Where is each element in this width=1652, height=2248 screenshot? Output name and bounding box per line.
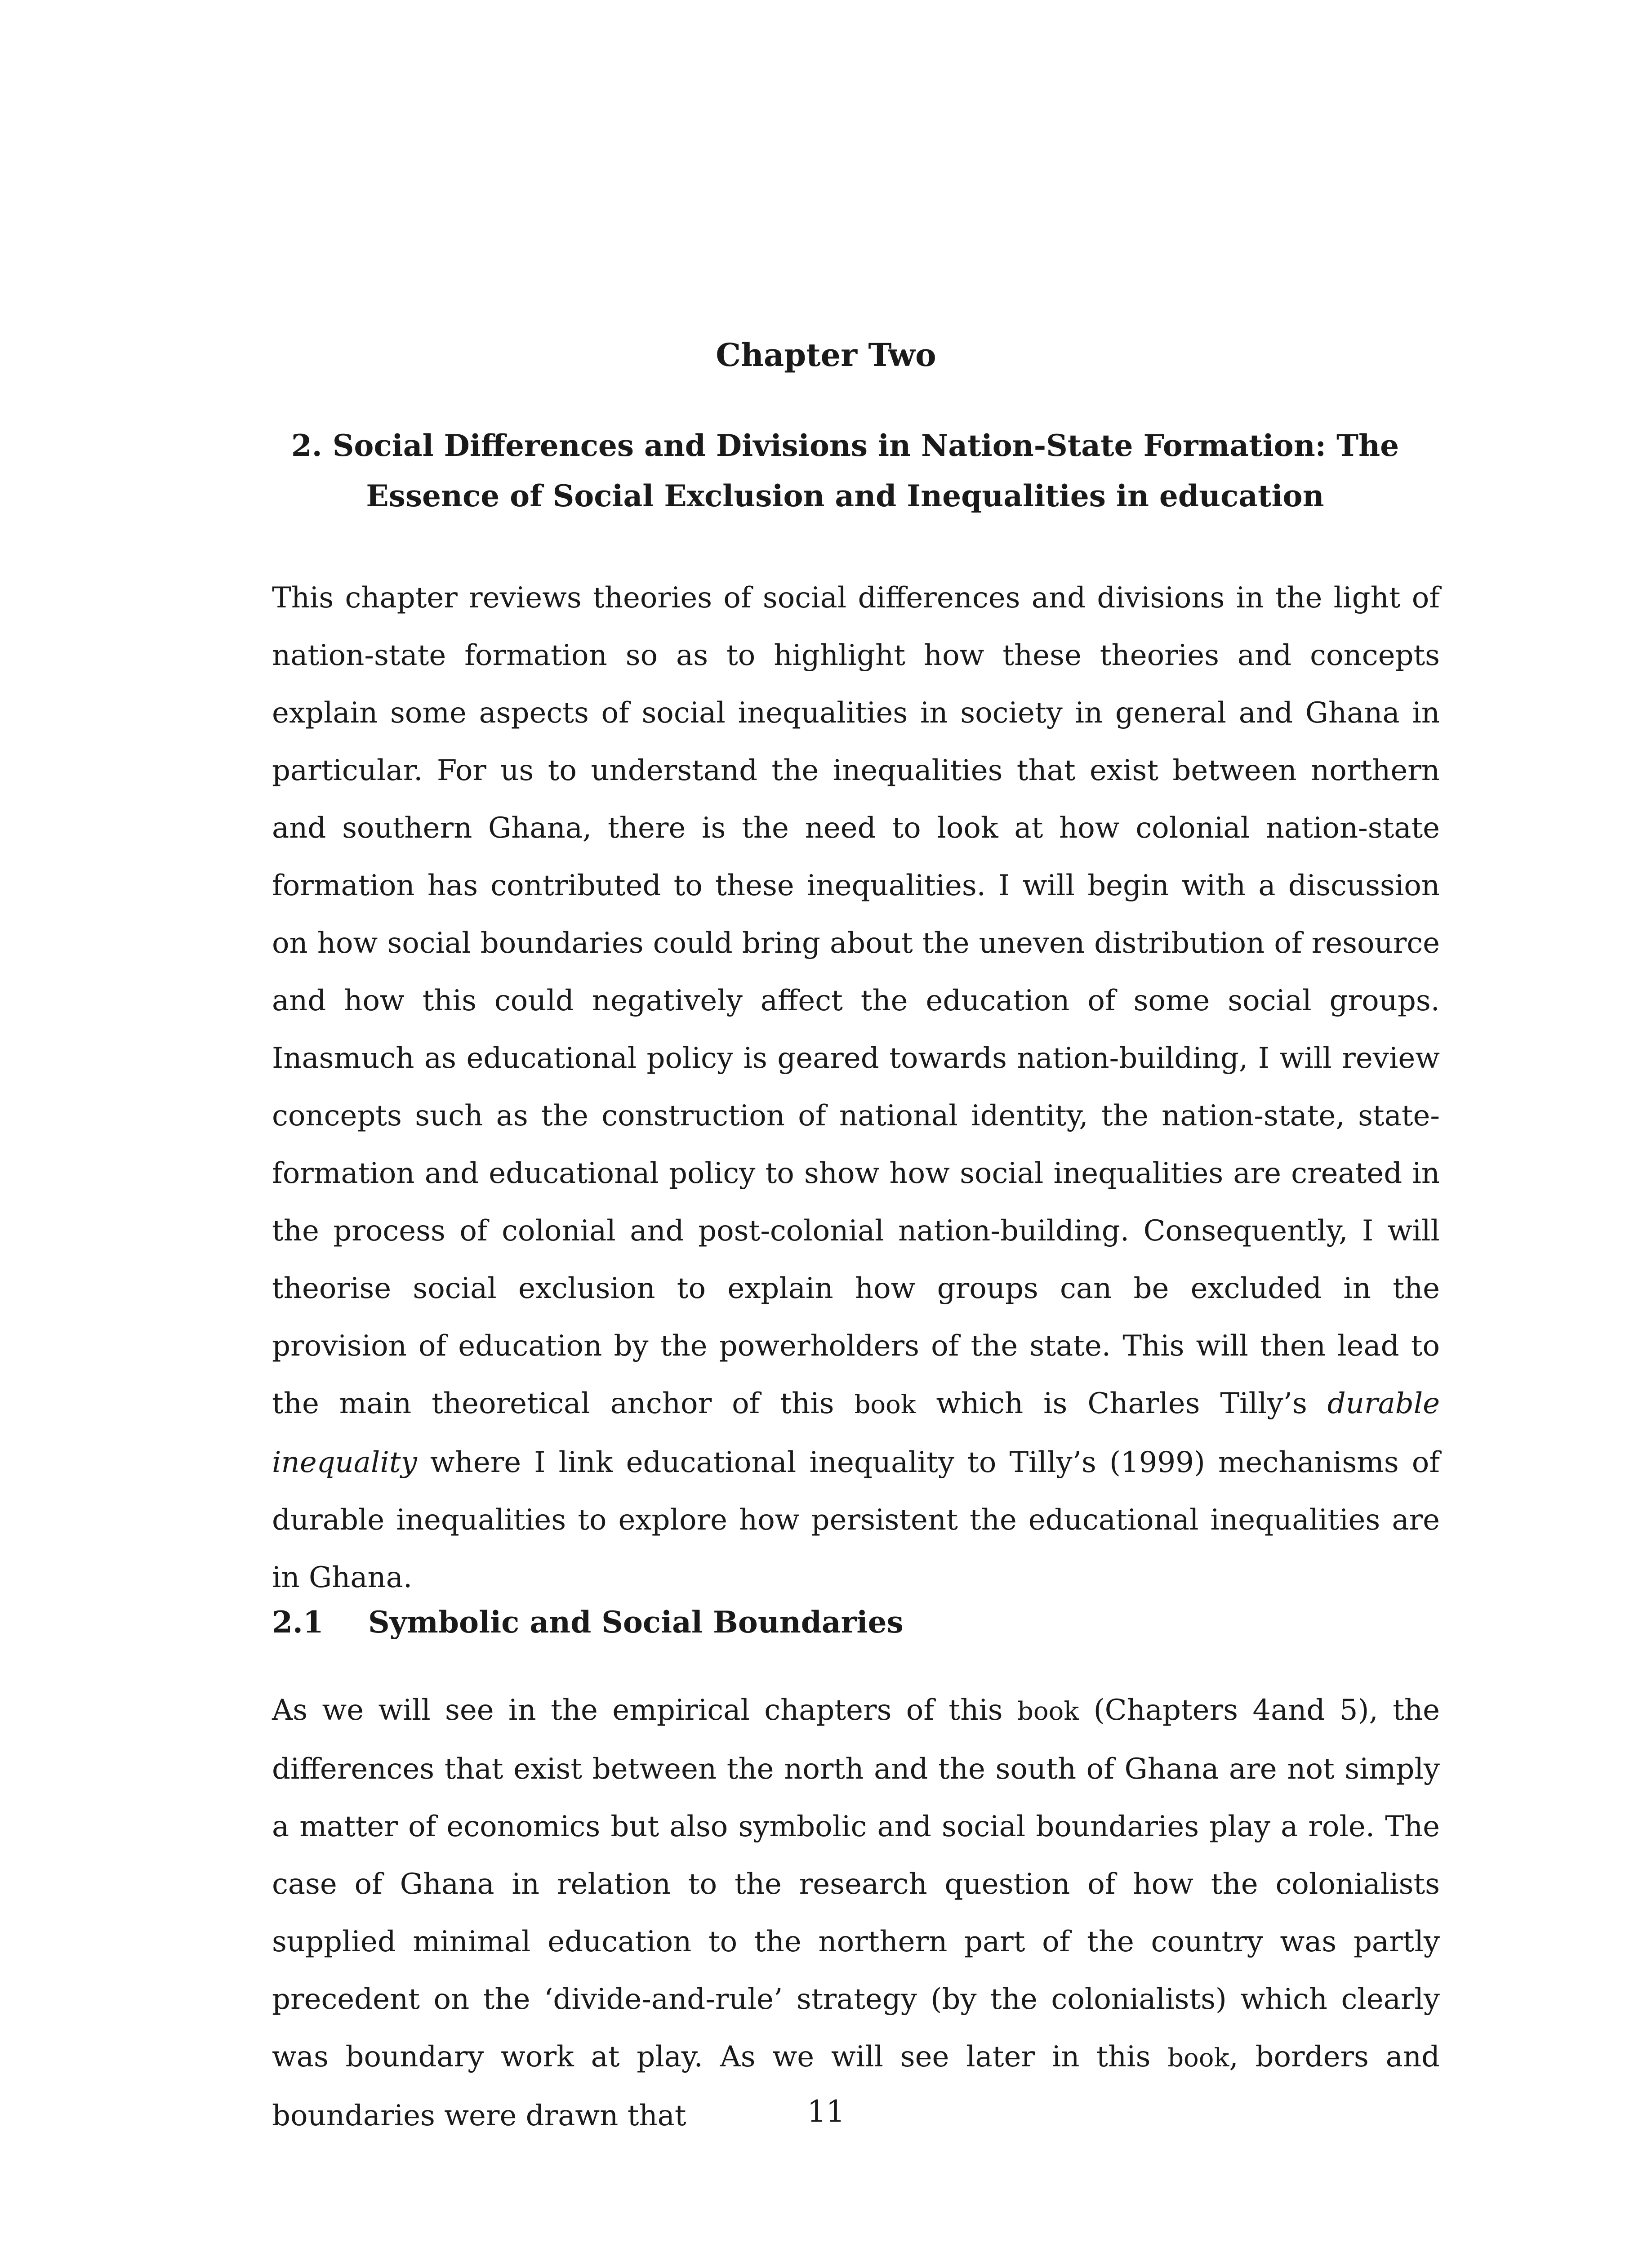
section-book-word-1: book <box>1017 1697 1079 1726</box>
section-book-word-2: book <box>1167 2043 1229 2073</box>
section-text-part2: (Chapters 4and 5), the differences that exist between the north and the south of Ghana are not simply a matter of economics but also symbolic and social boundaries play a role. The case of Ghana in relation to the research question of how the colonialists supplied minimal education to the northern part of the country was partly precedent on the ‘divide-and-rule’ strategy (by the colonialists) which clearly was boundary work at play. As we will see later in this <box>272 1694 1440 2074</box>
section-text-part3: , borders and boundaries were drawn that <box>272 2040 1440 2132</box>
intro-paragraph <box>272 569 1440 1606</box>
section-heading <box>272 1602 904 1642</box>
section-number: 2.1 <box>272 1605 324 1640</box>
chapter-label: Chapter Two <box>716 336 936 374</box>
intro-text-part2: which is Charles Tilly’s <box>936 1387 1307 1420</box>
chapter-title: 2. Social Differences and Divisions in Nation-State Formation: The Essence of Social Exclusion and Inequalities in education <box>291 428 1399 513</box>
page-number: 11 <box>807 2094 845 2129</box>
intro-book-word: book <box>854 1390 916 1419</box>
section-text-part1: As we will see in the empirical chapters of this <box>272 1694 1003 1727</box>
section-title: Symbolic and Social Boundaries <box>368 1605 904 1640</box>
intro-text-part1: This chapter reviews theories of social differences and divisions in the light of nation-state formation so as to highlight how these theories and concepts explain some aspects of social inequalities in society in general and Ghana in particular. For us to understand the inequalities that exist between northern and southern Ghana, there is the need to look at how colonial nation-state formation has contributed to these inequalities. I will begin with a discussion on how social boundaries could bring about the uneven distribution of resource and how this could negatively affect the education of some social groups. Inasmuch as educational policy is geared towards nation-building, I will review concepts such as the construction of national identity, the nation-state, state-formation and educational policy to show how social inequalities are created in the process of colonial and post-colonial nation-building. Consequently, I will theorise social exclusion to explain how groups can be excluded in the provision of education by the powerholders of the state. This will then lead to the main theoretical anchor of this <box>272 581 1440 1420</box>
section-paragraph <box>272 1682 1440 2145</box>
intro-italic-term: durable inequality <box>272 1387 1440 1479</box>
intro-text-part3: where I link educational inequality to Tilly’s (1999) mechanisms of durable inequalities to explore how persistent the educational inequalities are in Ghana. <box>272 1446 1440 1594</box>
